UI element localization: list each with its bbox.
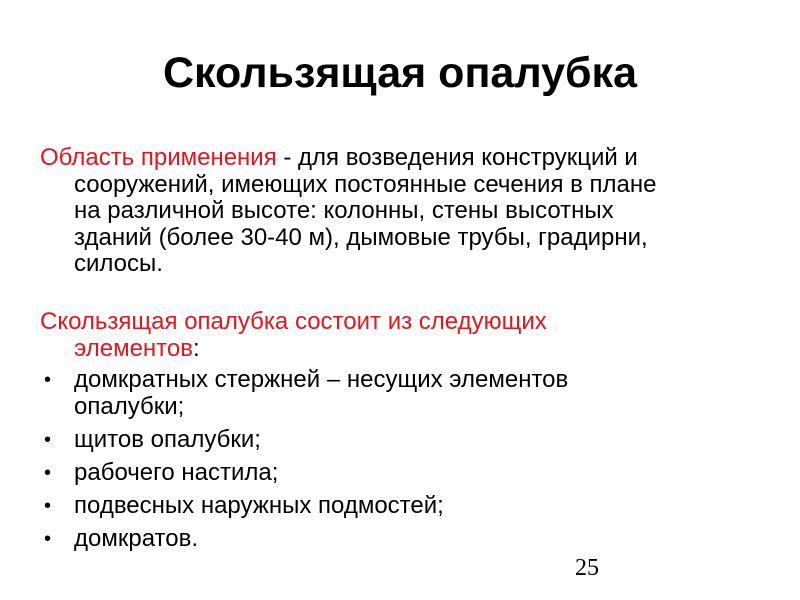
application-area-lead-text: - для возведения конструкций и [276,144,638,171]
bullet-icon: • [44,461,52,484]
paragraph-1-line-3: на различной высоте: колонны, стены высотных [74,197,614,224]
list-item-line-2: опалубки; [74,392,185,420]
components-intro-line-1: Скользящая опалубка состоит из следующих [40,308,547,335]
list-item-line-1: домкратов. [74,524,199,552]
list-item [40,493,752,520]
paragraph-1-line-4: зданий (более 30-40 м), дымовые трубы, градирни, [74,223,648,251]
components-list [40,367,752,559]
list-item [40,460,752,487]
paragraph-1-line-1 [40,145,752,172]
paragraph-1-line-2: сооружений, имеющих постоянные сечения в плане [74,170,657,198]
bullet-icon: • [44,428,52,451]
application-area-paragraph [40,145,752,278]
list-item-line-1: рабочего настила; [74,458,279,486]
components-intro-paragraph [40,309,752,362]
paragraph-1-line-5: силосы. [74,250,163,277]
components-intro-line-2 [40,336,752,363]
list-item [40,427,752,454]
list-item-line-1: щитов опалубки; [74,425,261,453]
slide-title: Скользящая опалубка [163,49,637,97]
bullet-icon: • [44,527,52,550]
components-intro-elements-word: элементов [74,334,193,362]
list-item [40,526,752,553]
bullet-icon: • [44,369,52,391]
application-area-label: Область применения [40,144,277,171]
components-intro-colon: : [193,334,200,362]
bullet-icon: • [44,494,52,517]
list-item [40,367,752,420]
list-item-line-1: подвесных наружных подмостей; [74,491,444,519]
list-item-line-1: домкратных стержней – несущих элементов [74,366,569,393]
page-number: 25 [575,555,599,581]
